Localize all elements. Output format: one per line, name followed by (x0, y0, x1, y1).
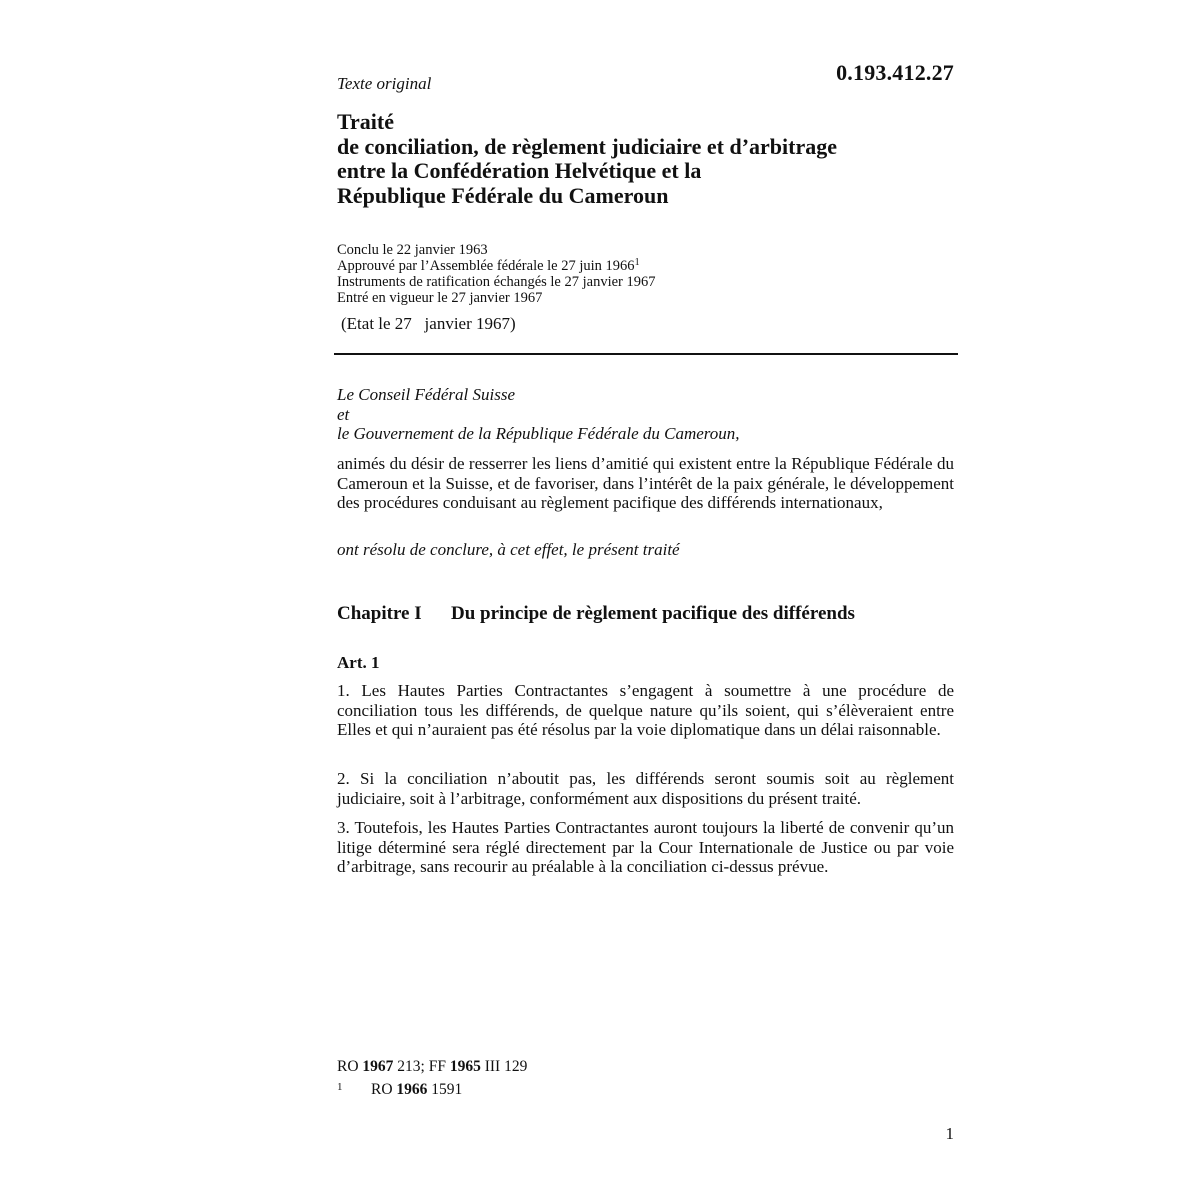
entry-into-force-date: Entré en vigueur le 27 janvier 1967 (337, 290, 543, 306)
footnotes (337, 1057, 527, 1100)
chapter-title: Du principe de règlement pacifique des différends (451, 603, 855, 624)
article-paragraph: 3. Toutefois, les Hautes Parties Contractantes auront toujours la liberté de convenir qu’un litige déterminé sera réglé directement par la Cour Internationale de Justice ou par voie d’arbitrage, sans recourir au préalable à la conciliation ci-dessus prévue. (337, 818, 954, 876)
treaty-metadata (337, 242, 656, 306)
ro-year: 1967 (362, 1058, 394, 1075)
ff-year: 1965 (449, 1058, 481, 1075)
sr-number: 0.193.412.27 (836, 60, 954, 85)
title-line: République Fédérale du Cameroun (337, 182, 669, 208)
footnote-1 (337, 1077, 527, 1100)
ratification-date: Instruments de ratification échangés le 27 janvier 1967 (337, 274, 656, 290)
page-number: 1 (945, 1124, 954, 1143)
ff-rest: III 129 (484, 1058, 528, 1075)
preamble-parties (337, 385, 740, 444)
footnote-ref[interactable]: 1 (634, 257, 640, 268)
title-line: Traité (337, 109, 395, 134)
ro-prefix: RO (371, 1081, 393, 1098)
approval-line (337, 258, 656, 274)
ro-page: 213; FF (397, 1058, 446, 1075)
title-line: de conciliation, de règlement judiciaire et d’arbitrage (337, 133, 837, 159)
state-date: (Etat le 27 janvier 1967) (341, 314, 516, 333)
party-conjunction: et (337, 404, 350, 424)
title-line: entre la Confédération Helvétique et la (337, 158, 702, 183)
article-paragraph: 2. Si la conciliation n’aboutit pas, les différends seront soumis soit au règlement judiciaire, soit à l’arbitrage, conformément aux dispositions du présent traité. (337, 769, 954, 808)
ro-prefix: RO (337, 1058, 359, 1075)
original-text-label: Texte original (337, 74, 432, 93)
party-swiss-council: Le Conseil Fédéral Suisse (337, 385, 516, 404)
article-heading: Art. 1 (337, 653, 380, 672)
header-divider (334, 353, 958, 355)
chapter-heading (337, 603, 855, 625)
article-paragraph: 1. Les Hautes Parties Contractantes s’engagent à soumettre à une procédure de conciliation tous les différends, de quelque nature qu’ils soient, qui s’élèveraient entre Elles et qui n’auraient pas été résolus par la voie diplomatique dans un délai raisonnable. (337, 681, 954, 739)
chapter-number: Chapitre I (337, 603, 422, 624)
preamble-considerant: animés du désir de resserrer les liens d’amitié qui existent entre la République Fédérale du Cameroun et la Suisse, et de favoriser, dans l’intérêt de la paix générale, le développement des procédures conduisant au règlement pacifique des différends internationaux, (337, 454, 954, 512)
footnote-mark: 1 (337, 1081, 343, 1093)
ro-year: 1966 (396, 1081, 428, 1098)
party-cameroon-government: le Gouvernement de la République Fédérale du Cameroun, (337, 424, 740, 443)
source-reference (337, 1057, 527, 1077)
approval-text: Approuvé par l’Assemblée fédérale le 27 juin 1966 (337, 258, 635, 274)
ro-page: 1591 (431, 1081, 463, 1098)
preamble-resolved: ont résolu de conclure, à cet effet, le présent traité (337, 540, 680, 559)
concluded-date: Conclu le 22 janvier 1963 (337, 242, 488, 258)
treaty-title (337, 110, 957, 208)
